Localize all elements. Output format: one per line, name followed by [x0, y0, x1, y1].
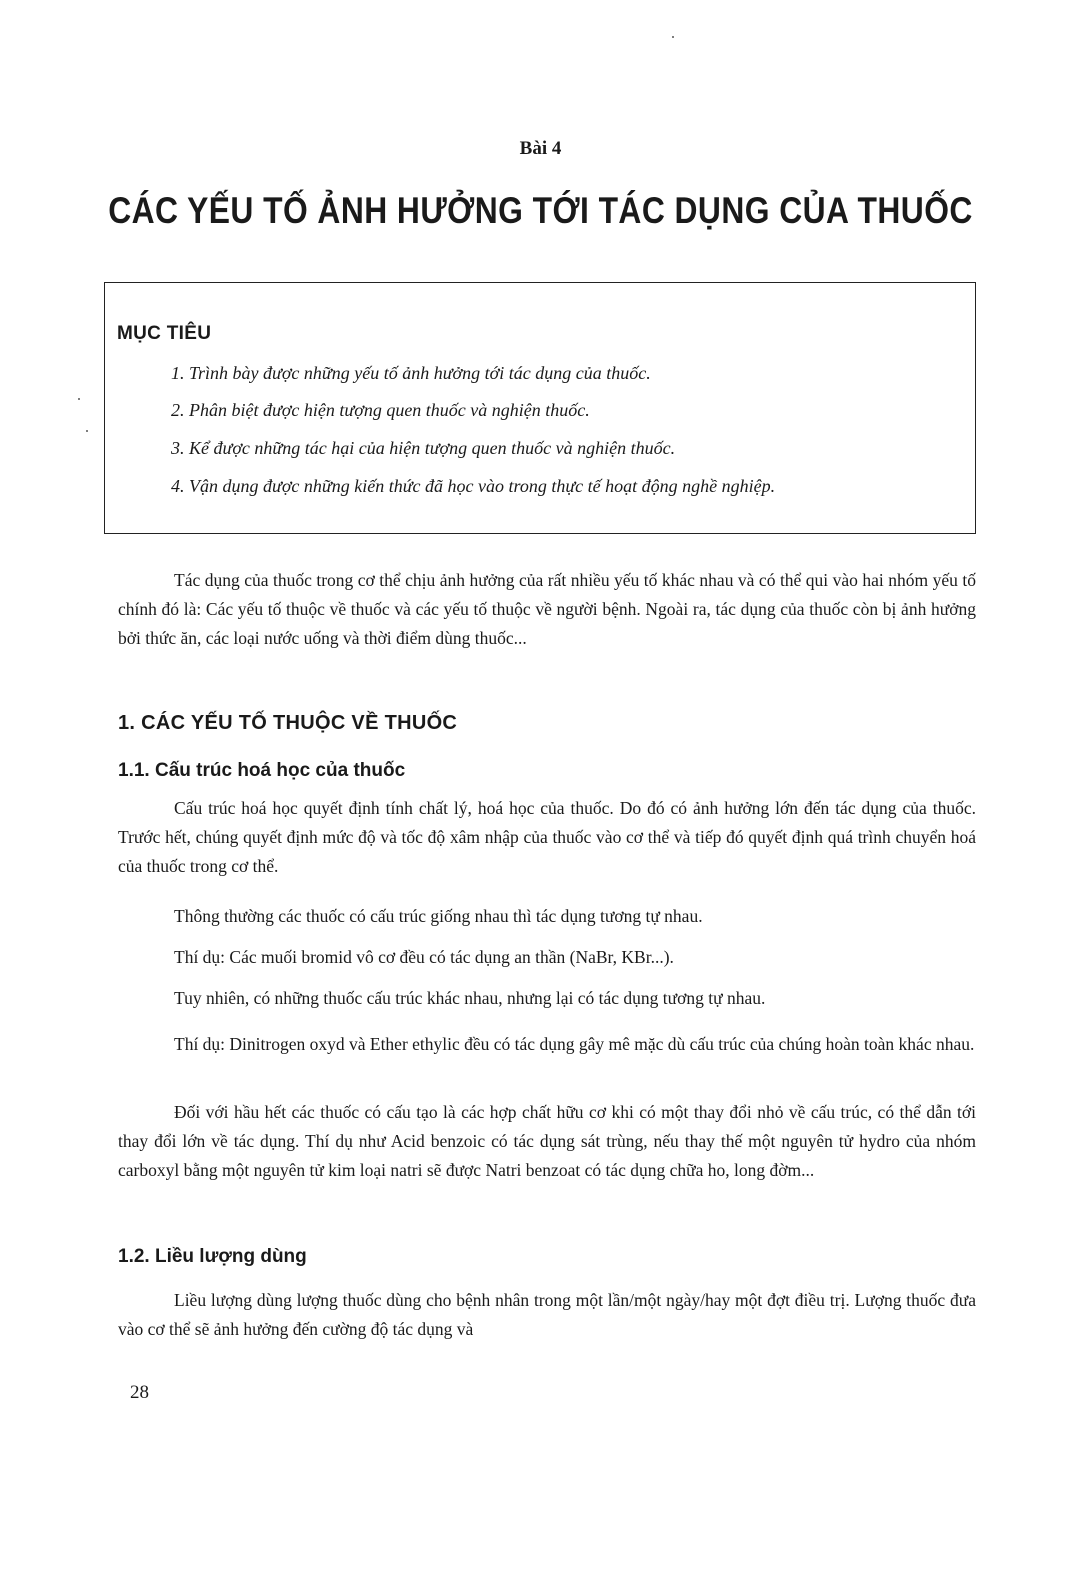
intro-text: Tác dụng của thuốc trong cơ thể chịu ảnh hưởng của rất nhiều yếu tố khác nhau và có thể qui vào hai nhóm yếu tố chính đó là: Các yếu tố thuộc về thuốc và các yếu tố thuộc về người bệnh. Ngoài ra, tác dụng của thuốc còn bị ảnh hưởng bởi thức ăn, các loại nước uống và thời điểm dùng thuốc... [118, 570, 976, 648]
paragraph [118, 1098, 976, 1185]
intro-paragraph [118, 566, 976, 653]
paragraph [118, 1286, 976, 1344]
paragraph-text: Thí dụ: Dinitrogen oxyd và Ether ethylic đều có tác dụng gây mê mặc dù cấu trúc của chúng hoàn toàn khác nhau. [174, 1034, 975, 1054]
scan-speck [672, 36, 674, 38]
section-heading: 1. CÁC YẾU TỐ THUỘC VỀ THUỐC [118, 712, 458, 734]
chapter-title: CÁC YẾU TỐ ẢNH HƯỞNG TỚI TÁC DỤNG CỦA THUỐC [108, 190, 973, 231]
subsection-heading: 1.1. Cấu trúc hoá học của thuốc [118, 760, 406, 781]
objective-item: 3. Kể được những tác hại của hiện tượng quen thuốc và nghiện thuốc. [171, 438, 676, 458]
objective-item: 4. Vận dụng được những kiến thức đã học vào trong thực tế hoạt động nghề nghiệp. [171, 476, 776, 496]
paragraph-text: Đối với hầu hết các thuốc có cấu tạo là các hợp chất hữu cơ khi có một thay đổi nhỏ về cấu trúc, có thể dẫn tới thay đổi lớn về tác dụng. Thí dụ như Acid benzoic có tác dụng sát trùng, nếu thay thế một nguyên tử hydro của nhóm carboxyl bằng một nguyên tử kim loại natri sẽ được Natri benzoat có tác dụng chữa ho, long đờm... [118, 1102, 976, 1180]
objectives-heading: MỤC TIÊU [117, 323, 212, 344]
paragraph-line: Thông thường các thuốc có cấu trúc giống nhau thì tác dụng tương tự nhau. [174, 906, 703, 926]
paragraph [118, 1030, 976, 1059]
subsection-heading: 1.2. Liều lượng dùng [118, 1246, 307, 1267]
objective-item: 2. Phân biệt được hiện tượng quen thuốc và nghiện thuốc. [171, 400, 590, 420]
objective-item: 1. Trình bày được những yếu tố ảnh hưởng tới tác dụng của thuốc. [171, 363, 651, 383]
scan-speck [78, 398, 80, 400]
scan-speck [86, 430, 88, 432]
paragraph-text: Liều lượng dùng lượng thuốc dùng cho bệnh nhân trong một lần/một ngày/hay một đợt điều trị. Lượng thuốc đưa vào cơ thể sẽ ảnh hưởng đến cường độ tác dụng và [118, 1290, 976, 1339]
paragraph [118, 794, 976, 881]
page-number: 28 [130, 1382, 149, 1403]
paragraph-line: Thí dụ: Các muối bromid vô cơ đều có tác dụng an thần (NaBr, KBr...). [174, 947, 674, 967]
paragraph-line: Tuy nhiên, có những thuốc cấu trúc khác nhau, nhưng lại có tác dụng tương tự nhau. [174, 988, 766, 1008]
paragraph-text: Cấu trúc hoá học quyết định tính chất lý, hoá học của thuốc. Do đó có ảnh hưởng lớn đến tác dụng của thuốc. Trước hết, chúng quyết định mức độ và tốc độ xâm nhập của thuốc vào cơ thể và tiếp đó quyết định quá trình chuyển hoá của thuốc trong cơ thể. [118, 798, 976, 876]
lesson-number: Bài 4 [519, 138, 562, 159]
objectives-box [104, 282, 976, 534]
